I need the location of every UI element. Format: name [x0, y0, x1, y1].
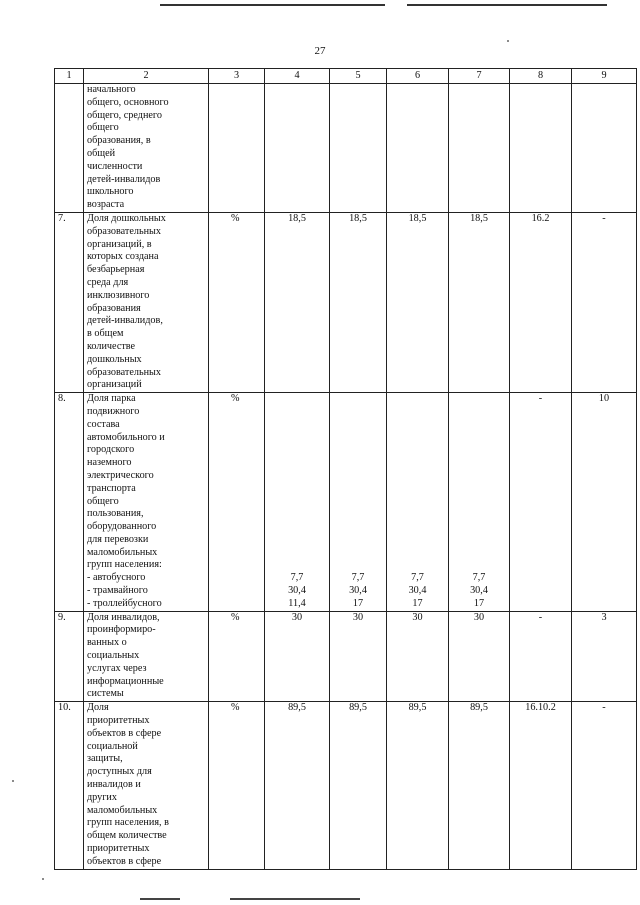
indicator-name: Доля дошкольных образовательных организаций, в которых создана безбарьерная среда для инклюзивного образования детей-инвалидов, в общем количестве дошкольных образовательных организаций	[84, 212, 209, 392]
value-cell-5	[330, 84, 387, 213]
value-stack: 7,7 30,4 17	[349, 572, 367, 609]
value-stack: 7,7 30,4 17	[408, 572, 427, 609]
row-number	[55, 84, 84, 213]
scan-speck	[42, 878, 44, 880]
header-cell: 9	[572, 69, 637, 84]
header-cell: 3	[209, 69, 265, 84]
value-cell-7: 18,5	[449, 212, 510, 392]
value-cell-5: 18,5	[330, 212, 387, 392]
value-stack: 7,7 30,4 11,4	[288, 572, 306, 609]
indicators-table	[54, 68, 637, 870]
indicator-name: начального общего, основного общего, среднего общего образования, в общей численности детей-инвалидов школьного возраста	[84, 84, 209, 213]
header-cell: 7	[449, 69, 510, 84]
value-cell-8	[510, 84, 572, 213]
value-cell-9: -	[572, 702, 637, 869]
value-cell-8: 16.10.2	[510, 702, 572, 869]
value-cell-4	[265, 393, 330, 612]
indicator-name: Доля инвалидов, проинформиро- ванных о социальных услугах через информационные системы	[84, 611, 209, 702]
unit-cell: %	[209, 212, 265, 392]
value-cell-4: 30	[265, 611, 330, 702]
bottom-scan-mark-right	[230, 898, 360, 900]
header-cell: 6	[387, 69, 449, 84]
indicator-name: Доля приоритетных объектов в сфере социальной защиты, доступных для инвалидов и других маломобильных групп населения, в общем количестве приоритетных объектов в сфере	[84, 702, 209, 869]
row-number: 10.	[55, 702, 84, 869]
value-cell-6	[387, 393, 449, 612]
header-cell: 5	[330, 69, 387, 84]
unit-cell: %	[209, 611, 265, 702]
value-cell-8: -	[510, 611, 572, 702]
value-cell-9: -	[572, 212, 637, 392]
value-cell-6: 89,5	[387, 702, 449, 869]
value-cell-4	[265, 84, 330, 213]
header-cell: 8	[510, 69, 572, 84]
value-cell-4: 89,5	[265, 702, 330, 869]
value-cell-6: 18,5	[387, 212, 449, 392]
value-cell-9: 10	[572, 393, 637, 612]
header-cell: 1	[55, 69, 84, 84]
value-cell-5	[330, 393, 387, 612]
header-cell: 2	[84, 69, 209, 84]
table-row	[55, 212, 637, 392]
value-cell-6: 30	[387, 611, 449, 702]
top-rule-left	[160, 4, 385, 6]
table-row	[55, 393, 637, 612]
row-number: 8.	[55, 393, 84, 612]
unit-cell: %	[209, 393, 265, 612]
value-cell-7	[449, 84, 510, 213]
scan-speck	[507, 40, 509, 42]
table-row	[55, 84, 637, 213]
row-number: 9.	[55, 611, 84, 702]
table-row	[55, 702, 637, 869]
indicator-name: Доля парка подвижного состава автомобильного и городского наземного электрического транспорта общего пользования, оборудованного для перевозки маломобильных групп населения: - автобусного - трамвайного - троллейбусного	[84, 393, 209, 612]
value-cell-9: 3	[572, 611, 637, 702]
value-cell-6	[387, 84, 449, 213]
value-cell-8: -	[510, 393, 572, 612]
unit-cell	[209, 84, 265, 213]
table-row	[55, 611, 637, 702]
unit-cell: %	[209, 702, 265, 869]
value-stack: 7,7 30,4 17	[470, 572, 488, 609]
header-cell: 4	[265, 69, 330, 84]
top-rule-right	[407, 4, 607, 6]
value-cell-5: 89,5	[330, 702, 387, 869]
value-cell-5: 30	[330, 611, 387, 702]
page-number: 27	[314, 45, 326, 57]
value-cell-7: 89,5	[449, 702, 510, 869]
value-cell-7: 30	[449, 611, 510, 702]
header-row	[55, 69, 637, 84]
value-cell-8: 16.2	[510, 212, 572, 392]
value-cell-4: 18,5	[265, 212, 330, 392]
bottom-scan-mark-left	[140, 898, 180, 900]
row-number: 7.	[55, 212, 84, 392]
scan-speck	[12, 780, 14, 782]
value-cell-9	[572, 84, 637, 213]
value-cell-7	[449, 393, 510, 612]
